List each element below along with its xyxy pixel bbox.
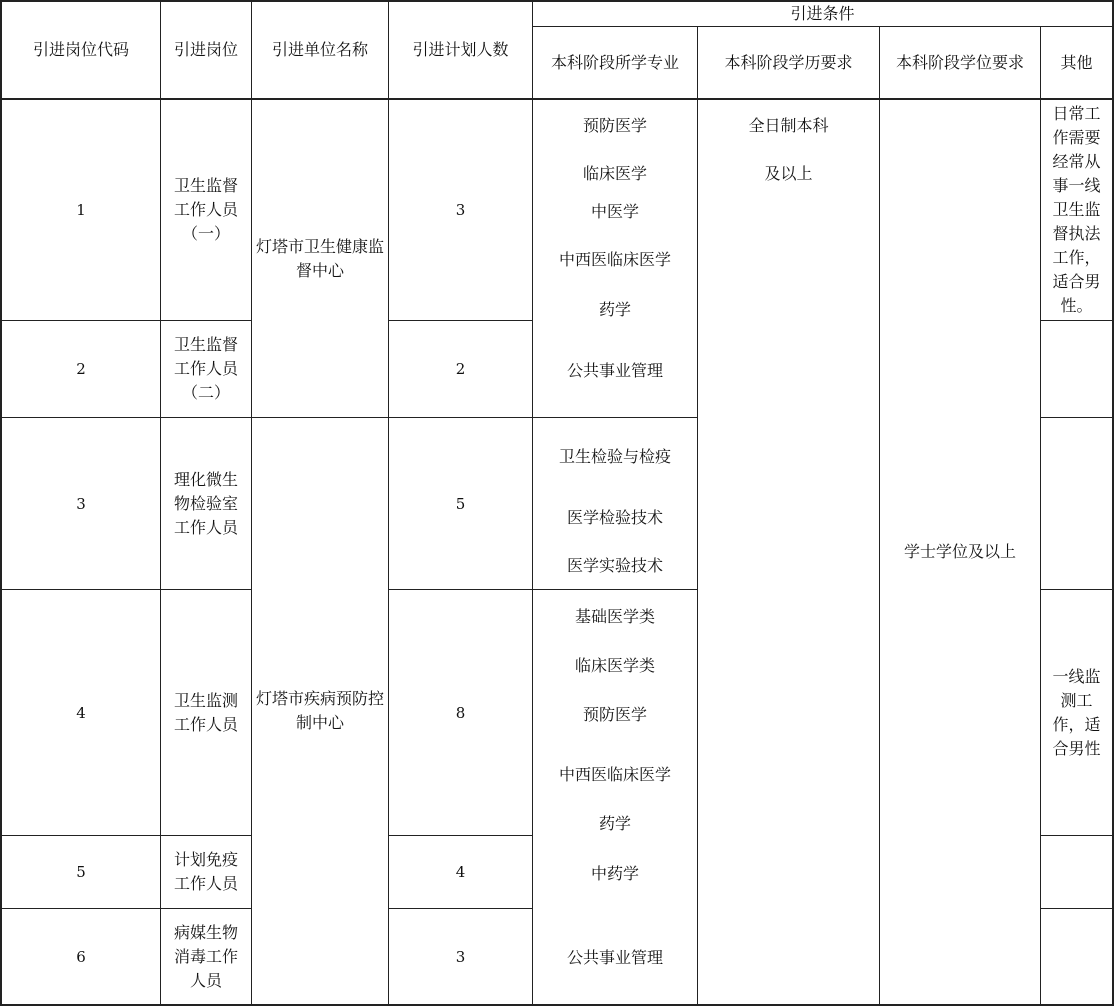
major-group-3 [533, 590, 697, 1004]
table-border-bottom [0, 1004, 1114, 1006]
other-note-row-4: 一线监测工作，适合男性 [1052, 666, 1101, 758]
education-requirement [698, 100, 879, 1004]
row-divider [1041, 417, 1114, 418]
major-group-2 [533, 418, 697, 589]
unit-health-supervision: 灯塔市卫生健康监督中心 [256, 236, 385, 280]
unit-cdc: 灯塔市疾病预防控制中心 [256, 689, 385, 732]
row-position: 卫生监督工作人员（二） [173, 335, 238, 402]
row-count: 2 [455, 360, 466, 378]
header-code: 引进岗位代码 [32, 40, 129, 59]
row-code: 3 [76, 494, 86, 513]
major-item: 预防医学 [582, 705, 647, 724]
header-degree: 本科阶段学位要求 [895, 52, 1024, 72]
row-count: 3 [455, 947, 466, 966]
major-item: 卫生检验与检疫 [558, 447, 671, 466]
major-item: 基础医学类 [574, 607, 655, 626]
education-line: 全日制本科 [748, 116, 829, 135]
row-divider [1041, 908, 1114, 909]
degree-requirement: 学士学位及以上 [903, 542, 1016, 561]
row-position: 理化微生物检验室工作人员 [173, 469, 238, 537]
major-item: 公共事业管理 [566, 361, 663, 380]
major-item: 临床医学 [582, 164, 647, 183]
header-position: 引进岗位 [173, 40, 238, 59]
row-code: 1 [76, 201, 86, 219]
row-code: 4 [76, 703, 86, 722]
major-item: 医学实验技术 [566, 556, 663, 575]
row-code: 5 [76, 863, 86, 881]
row-count: 5 [455, 494, 466, 513]
major-item: 公共事业管理 [566, 948, 663, 967]
major-item: 中西医临床医学 [558, 765, 671, 784]
other-note-row-1: 日常工作需要经常从事一线卫生监督执法工作，适合男性。 [1052, 104, 1101, 315]
row-code: 6 [76, 947, 86, 966]
major-item: 医学检验技术 [566, 508, 663, 527]
row-position: 计划免疫工作人员 [173, 850, 238, 893]
header-education: 本科阶段学历要求 [724, 52, 853, 72]
major-item: 中西医临床医学 [558, 250, 671, 269]
row-divider [1041, 320, 1114, 321]
row-code: 2 [76, 360, 86, 378]
row-position: 病媒生物消毒工作人员 [173, 922, 238, 990]
row-count: 4 [455, 863, 466, 881]
row-divider [1041, 835, 1114, 836]
header-major: 本科阶段所学专业 [550, 52, 679, 72]
major-item: 预防医学 [582, 116, 647, 135]
major-item: 药学 [598, 814, 631, 833]
header-conditions: 引进条件 [790, 4, 855, 23]
major-item: 药学 [598, 300, 631, 319]
row-position: 卫生监测工作人员 [173, 690, 238, 734]
education-line: 及以上 [764, 164, 813, 183]
row-position: 卫生监督工作人员（一） [173, 176, 238, 243]
header-other: 其他 [1060, 52, 1093, 72]
row-count: 3 [455, 201, 466, 219]
row-count: 8 [455, 703, 466, 722]
major-item: 中药学 [590, 864, 639, 883]
major-group-1 [533, 100, 697, 417]
major-item: 临床医学类 [574, 656, 655, 675]
header-count: 引进计划人数 [412, 40, 509, 59]
major-item: 中医学 [590, 202, 639, 221]
header-unit: 引进单位名称 [271, 40, 368, 59]
